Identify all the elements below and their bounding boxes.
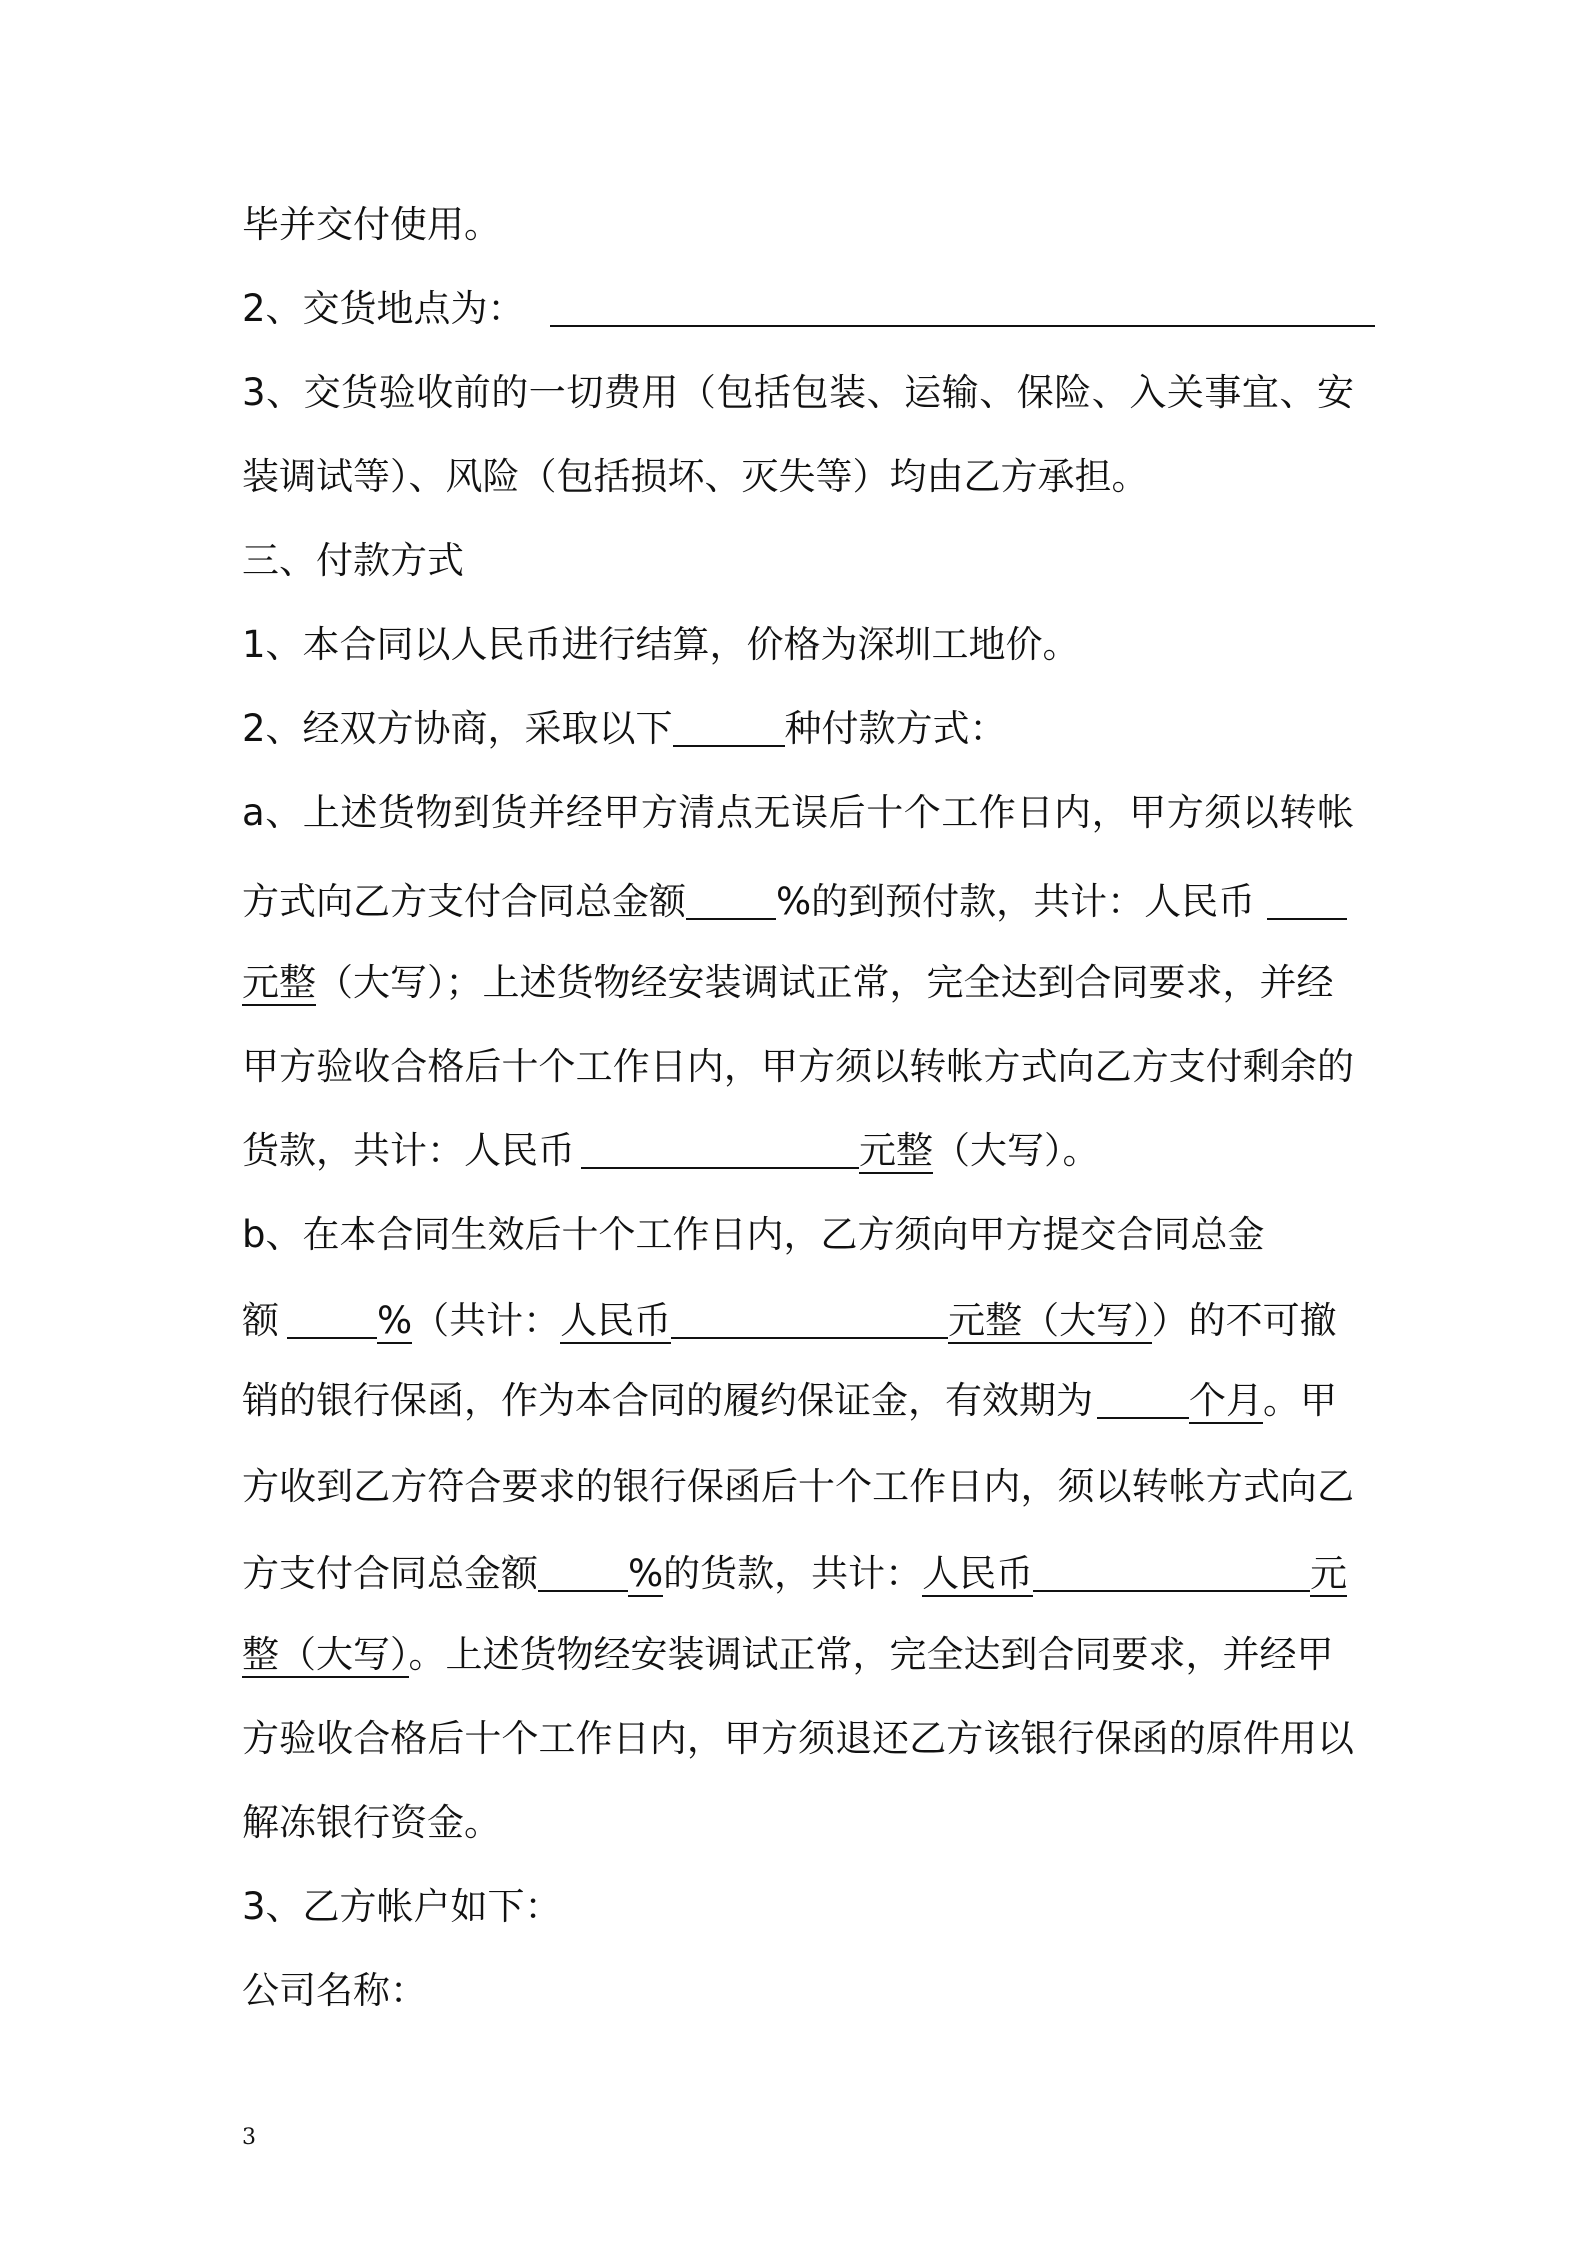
text: 元 xyxy=(1310,1552,1348,1595)
text-line-8 xyxy=(242,788,1354,838)
text: 2、交货地点为： xyxy=(242,287,525,330)
text: 3、交货验收前的一切费用（包括包装、运输、保险、入关事宜、安 xyxy=(242,371,1354,414)
delivery-location-blank[interactable] xyxy=(550,285,1375,327)
text-line-22 xyxy=(242,1966,427,2016)
text: 。甲 xyxy=(1263,1379,1337,1422)
text: （共计： xyxy=(412,1299,561,1342)
section-heading-payment xyxy=(242,536,464,586)
text-line-3 xyxy=(242,368,1354,418)
text: 个月 xyxy=(1189,1379,1263,1422)
text: 的货款，共计： xyxy=(663,1552,923,1595)
payment-amount-blank[interactable] xyxy=(1033,1550,1310,1592)
text: 人民币 xyxy=(560,1299,672,1342)
text: 整（大写） xyxy=(242,1633,409,1676)
text: ）的不可撤 xyxy=(1151,1299,1337,1342)
text: b、在本合同生效后十个工作日内，乙方须向甲方提交合同总金 xyxy=(242,1213,1265,1256)
text: 元整 xyxy=(859,1129,933,1172)
text: 1、本合同以人民币进行结算，价格为深圳工地价。 xyxy=(242,623,1080,666)
text-line-12 xyxy=(242,1126,1100,1176)
text: 甲方验收合格后十个工作日内，甲方须以转帐方式向乙方支付剩余的 xyxy=(242,1045,1354,1088)
text: 毕并交付使用。 xyxy=(242,203,501,246)
guarantee-amount-blank[interactable] xyxy=(671,1297,948,1339)
text: 公司名称： xyxy=(242,1969,427,2012)
page-number: 3 xyxy=(242,2125,256,2150)
text: 方支付合同总金额 xyxy=(242,1552,538,1595)
guarantee-percent-blank[interactable] xyxy=(287,1297,377,1339)
payment-percent-blank[interactable] xyxy=(538,1550,628,1592)
text: 方验收合格后十个工作日内，甲方须退还乙方该银行保函的原件用以 xyxy=(242,1717,1354,1760)
text: （大写）。 xyxy=(933,1129,1100,1172)
prepayment-amount-blank[interactable] xyxy=(1267,878,1347,920)
text: 。上述货物经安装调试正常，完全达到合同要求，并经甲 xyxy=(408,1633,1334,1676)
text-line-4 xyxy=(242,452,1149,502)
text-line-1 xyxy=(242,200,501,250)
text-line-14 xyxy=(242,1296,1337,1346)
text: 方收到乙方符合要求的银行保函后十个工作日内，须以转帐方式向乙 xyxy=(242,1465,1354,1508)
text: 人民币 xyxy=(922,1552,1034,1595)
text: 三、付款方式 xyxy=(242,539,464,582)
text: 装调试等）、风险（包括损坏、灭失等）均由乙方承担。 xyxy=(242,455,1149,498)
text: 元整 xyxy=(242,961,316,1004)
text-line-15 xyxy=(242,1376,1337,1426)
text: 额 xyxy=(242,1299,279,1342)
text: 解冻银行资金。 xyxy=(242,1801,501,1844)
remaining-amount-blank[interactable] xyxy=(581,1127,859,1169)
text: 货款，共计：人民币 xyxy=(242,1129,575,1172)
validity-months-blank[interactable] xyxy=(1097,1377,1189,1419)
payment-option-blank[interactable] xyxy=(673,705,785,747)
text: 3、乙方帐户如下： xyxy=(242,1885,562,1928)
text: % xyxy=(377,1299,413,1342)
text-line-6 xyxy=(242,620,1080,670)
text: 销的银行保函，作为本合同的履约保证金，有效期为 xyxy=(242,1379,1093,1422)
text: a、上述货物到货并经甲方清点无误后十个工作日内，甲方须以转帐 xyxy=(242,791,1354,834)
text-line-13 xyxy=(242,1210,1265,1260)
text-line-19 xyxy=(242,1714,1354,1764)
prepayment-percent-blank[interactable] xyxy=(686,878,776,920)
text-line-21 xyxy=(242,1882,562,1932)
text-line-2 xyxy=(242,284,1375,334)
text: 元整（大写） xyxy=(948,1299,1152,1342)
text-line-20 xyxy=(242,1798,501,1848)
text-line-11 xyxy=(242,1042,1354,1092)
text: %的到预付款，共计：人民币 xyxy=(776,880,1256,923)
text: （大写）；上述货物经安装调试正常，完全达到合同要求，并经 xyxy=(316,961,1334,1004)
text: % xyxy=(628,1552,664,1595)
text-line-9 xyxy=(242,877,1347,927)
text: 2、经双方协商，采取以下 xyxy=(242,707,673,750)
text-line-17 xyxy=(242,1549,1347,1599)
text: 种付款方式： xyxy=(784,707,1007,750)
text-line-10 xyxy=(242,958,1334,1008)
text-line-7 xyxy=(242,704,1007,754)
text-line-16 xyxy=(242,1462,1354,1512)
text: 方式向乙方支付合同总金额 xyxy=(242,880,686,923)
text-line-18 xyxy=(242,1630,1334,1680)
